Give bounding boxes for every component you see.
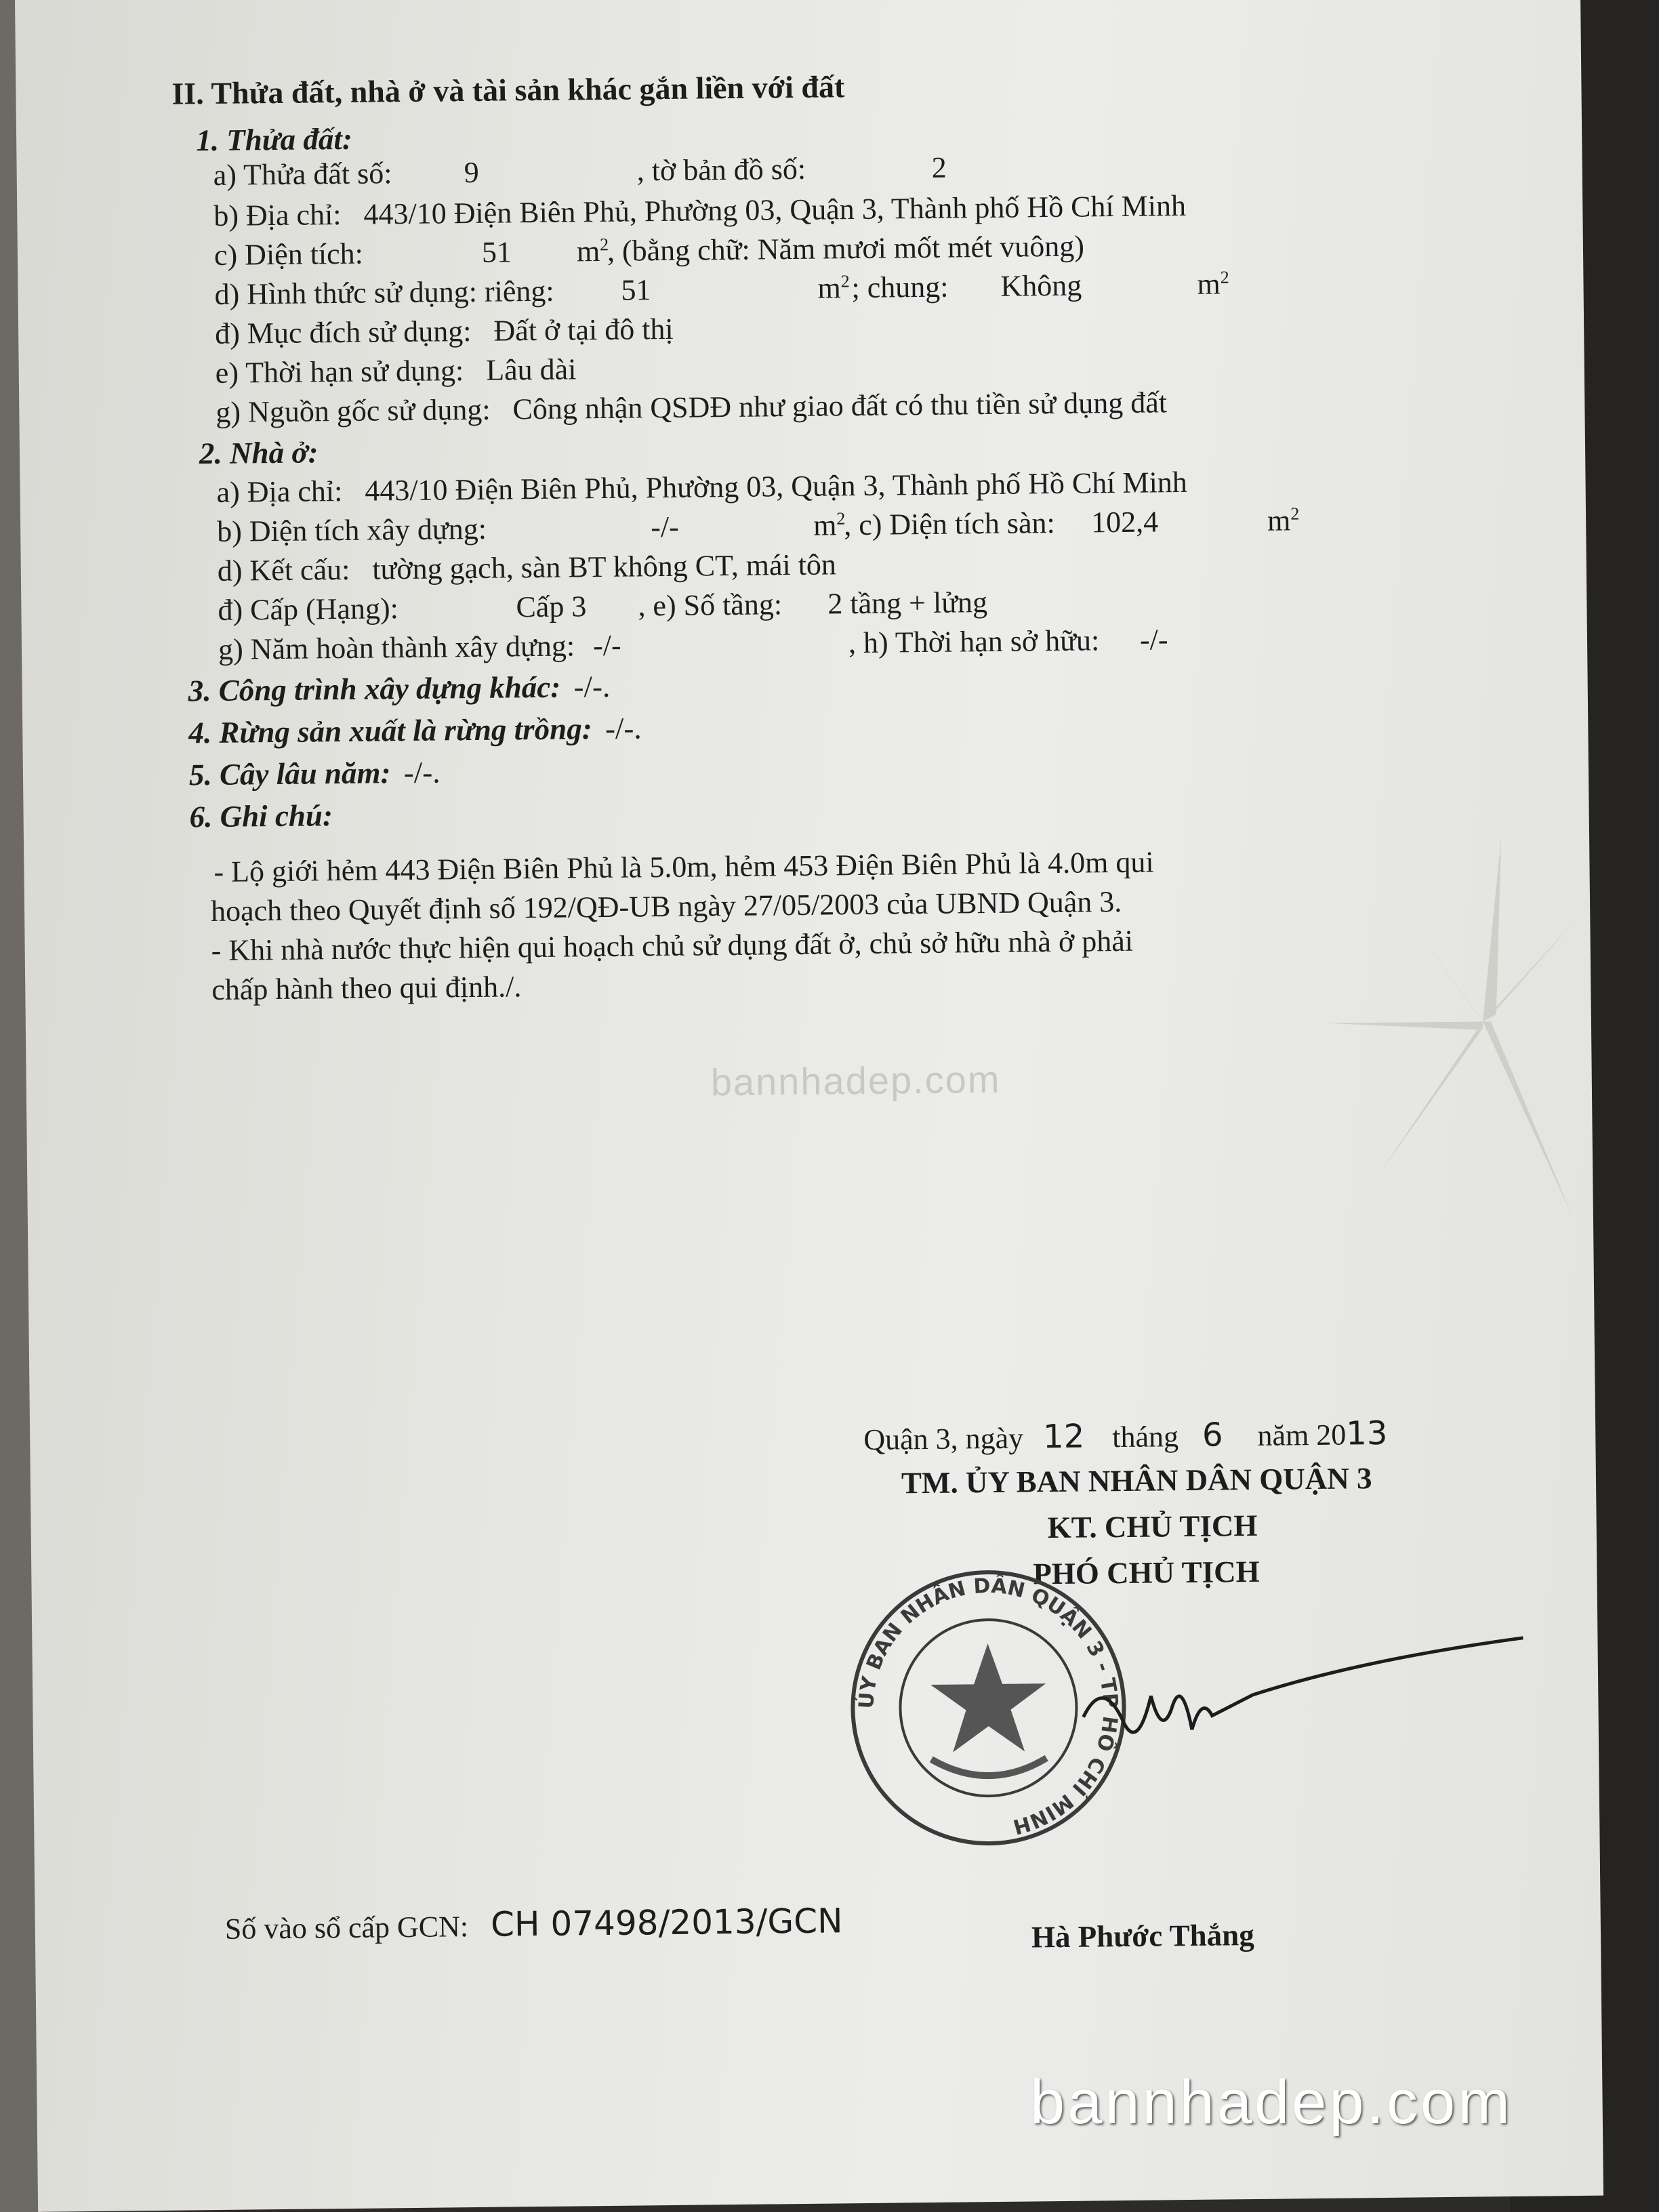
signing-year-label: năm 20 xyxy=(1257,1418,1347,1452)
forest-value: -/-. xyxy=(605,711,642,745)
land-purpose-label: đ) Mục đích sử dụng: xyxy=(214,314,472,350)
registry-label: Số vào sổ cấp GCN: xyxy=(224,1910,469,1946)
house-address-value: 443/10 Điện Biên Phủ, Phường 03, Quận 3, Thành phố Hồ Chí Minh xyxy=(365,465,1188,508)
house-ownership-term-value: -/- xyxy=(1139,623,1168,657)
house-grade-value: Cấp 3 xyxy=(516,590,587,624)
house-floors-label: , e) Số tầng: xyxy=(638,588,783,623)
signing-day: 12 xyxy=(1042,1417,1085,1456)
signer-name: Hà Phước Thắng xyxy=(1031,1918,1254,1954)
other-works-label: 3. Công trình xây dựng khác: xyxy=(188,670,561,708)
land-row-b xyxy=(213,188,1187,232)
house-floor-area-unit: $m^2$ xyxy=(1267,504,1300,537)
note-line-4: chấp hành theo qui định./. xyxy=(211,970,522,1007)
land-parcel-value: 9 xyxy=(464,155,479,190)
house-completion-value: -/- xyxy=(592,628,621,663)
land-row-d xyxy=(214,267,1229,311)
note-line-2: hoạch theo Quyết định số 192/QĐ-UB ngày 27/05/2003 của UBND Quận 3. xyxy=(210,884,1122,928)
house-build-area-unit: $m^2$ xyxy=(813,508,846,542)
section-title: II. Thửa đất, nhà ở và tài sản khác gắn liền với đất xyxy=(171,69,845,111)
signing-committee: TM. ỦY BAN NHÂN DÂN QUẬN 3 xyxy=(901,1461,1372,1500)
land-purpose-value: Đất ở tại đô thị xyxy=(493,312,674,348)
watermark-large: bannhadep.com xyxy=(1030,2068,1513,2137)
perennial-value: -/-. xyxy=(403,755,441,790)
registry-value: CH 07498/2013/GCN xyxy=(490,1901,843,1944)
house-row-dd xyxy=(218,586,988,627)
house-row-g xyxy=(218,623,1168,666)
land-usage-common-label: ; chung: xyxy=(851,270,949,305)
land-row-c xyxy=(213,229,1085,272)
house-floor-area-value: 102,4 xyxy=(1090,505,1159,539)
watermark-small: bannhadep.com xyxy=(710,1057,1001,1104)
note-line-3: - Khi nhà nước thực hiện qui hoạch chủ sử dụng đất ở, chủ sở hữu nhà ở phải xyxy=(211,924,1134,968)
signature-stroke xyxy=(1076,1631,1531,1771)
perennial-row xyxy=(189,757,441,790)
other-works-value: -/-. xyxy=(573,669,611,704)
land-area-unit: $m^2$ xyxy=(576,234,609,268)
land-area-value: 51 xyxy=(481,235,512,269)
perennial-label: 5. Cây lâu năm: xyxy=(188,756,391,792)
land-row-a xyxy=(213,150,947,192)
house-floor-area-label: , c) Diện tích sàn: xyxy=(843,506,1055,542)
land-map-value: 2 xyxy=(931,150,947,184)
land-origin-label: g) Nguồn gốc sử dụng: xyxy=(216,392,491,429)
land-usage-private-unit: $m^2$ xyxy=(817,271,850,305)
land-usage-common-value: Không xyxy=(1000,268,1082,303)
land-usage-common-unit: $m^2$ xyxy=(1197,267,1229,301)
forest-label: 4. Rừng sản xuất là rừng trồng: xyxy=(188,712,592,750)
land-row-dd xyxy=(215,314,674,349)
land-address-label: b) Địa chỉ: xyxy=(213,197,342,232)
land-heading: 1. Thửa đất: xyxy=(195,121,353,158)
house-row-a xyxy=(216,465,1188,509)
land-origin-value: Công nhận QSDĐ như giao đất có thu tiền sử dụng đất xyxy=(512,386,1168,426)
land-usage-private-value: 51 xyxy=(621,273,651,307)
note-line-1: - Lộ giới hẻm 443 Điện Biên Phủ là 5.0m, hẻm 453 Điện Biên Phủ là 4.0m qui xyxy=(213,845,1154,888)
forest-row xyxy=(188,713,642,748)
signing-place: Quận 3, ngày xyxy=(863,1421,1024,1457)
land-address-value: 443/10 Điện Biên Phủ, Phường 03, Quận 3, Thành phố Hồ Chí Minh xyxy=(363,188,1187,231)
house-build-area-label: b) Diện tích xây dựng: xyxy=(216,512,487,548)
signing-month-label: tháng xyxy=(1111,1420,1179,1454)
land-map-label: , tờ bản đồ số: xyxy=(636,152,806,188)
land-area-label: c) Diện tích: xyxy=(213,237,364,272)
house-structure-label: d) Kết cấu: xyxy=(217,552,350,588)
house-floors-value: 2 tầng + lửng xyxy=(827,586,988,621)
land-term-value: Lâu dài xyxy=(485,352,577,387)
house-grade-label: đ) Cấp (Hạng): xyxy=(218,592,399,627)
house-build-area-value: -/- xyxy=(650,510,679,544)
house-row-b xyxy=(216,504,1300,548)
land-row-e xyxy=(216,354,577,388)
other-works-row xyxy=(188,669,611,708)
certificate-page xyxy=(15,0,1603,2212)
seal-text: ỦY BAN NHÂN DÂN QUẬN 3 - TP HỒ CHÍ MINH xyxy=(855,1574,1122,1839)
notes-heading: 6. Ghi chú: xyxy=(189,798,333,834)
signing-year: 13 xyxy=(1345,1414,1388,1453)
registry-row xyxy=(224,1901,843,1946)
house-row-d xyxy=(218,550,837,586)
signing-vice-chairman: PHÓ CHỦ TỊCH xyxy=(1033,1554,1260,1591)
signing-chairman: KT. CHỦ TỊCH xyxy=(1047,1508,1258,1545)
land-term-label: e) Thời hạn sử dụng: xyxy=(215,354,464,390)
house-address-label: a) Địa chỉ: xyxy=(216,474,343,509)
decorative-star-pattern xyxy=(1297,797,1586,1240)
signing-month: 6 xyxy=(1202,1416,1223,1454)
land-area-words: , (bằng chữ: Năm mươi mốt mét vuông) xyxy=(607,229,1085,268)
house-structure-value: tường gạch, sàn BT không CT, mái tôn xyxy=(372,548,837,586)
land-parcel-label: a) Thửa đất số: xyxy=(213,157,392,192)
signing-date xyxy=(863,1414,1388,1457)
house-ownership-term-label: , h) Thời hạn sở hữu: xyxy=(848,623,1100,660)
land-row-g xyxy=(216,388,1167,428)
house-heading: 2. Nhà ở: xyxy=(199,435,319,471)
land-usage-form-label: d) Hình thức sử dụng: riêng: xyxy=(214,274,554,311)
house-completion-label: g) Năm hoàn thành xây dựng: xyxy=(218,629,575,666)
